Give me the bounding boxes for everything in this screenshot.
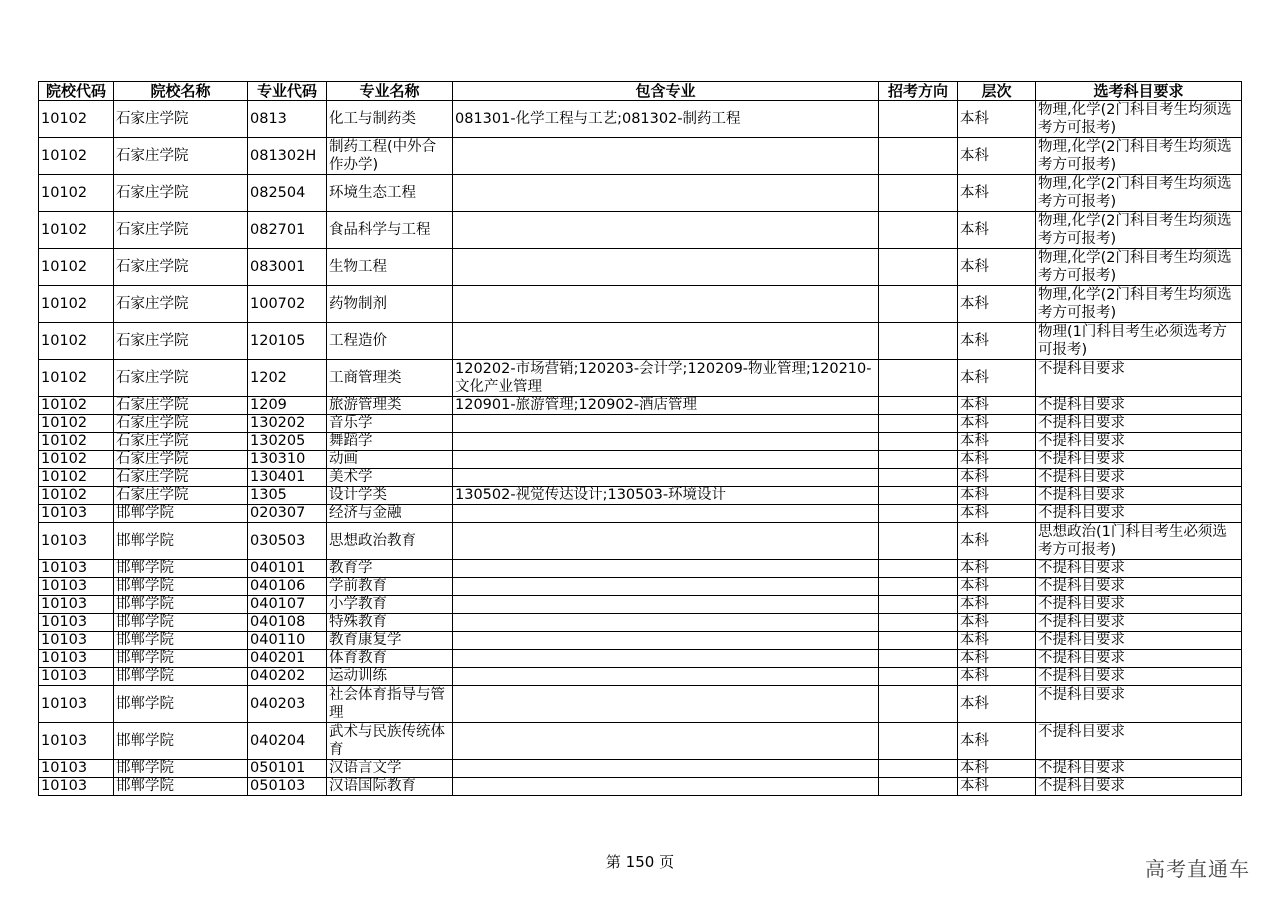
cell-major-name: 体育教育 bbox=[327, 650, 453, 668]
cell-major-name: 特殊教育 bbox=[327, 614, 453, 632]
cell-subject-requirements: 不提科目要求 bbox=[1036, 415, 1242, 433]
cell-school-code: 10102 bbox=[39, 487, 114, 505]
cell-major-name: 设计学类 bbox=[327, 487, 453, 505]
table-row bbox=[39, 469, 1242, 487]
cell-level: 本科 bbox=[958, 760, 1036, 778]
cell-level: 本科 bbox=[958, 668, 1036, 686]
cell-major-code: 1209 bbox=[248, 397, 327, 415]
table-row bbox=[39, 596, 1242, 614]
table-row bbox=[39, 323, 1242, 360]
watermark: 高考直通车 bbox=[1145, 857, 1250, 881]
cell-included-majors bbox=[453, 596, 879, 614]
cell-major-code: 081302H bbox=[248, 138, 327, 175]
cell-major-code: 083001 bbox=[248, 249, 327, 286]
cell-subject-requirements: 不提科目要求 bbox=[1036, 451, 1242, 469]
cell-level: 本科 bbox=[958, 323, 1036, 360]
cell-school-code: 10102 bbox=[39, 101, 114, 138]
cell-level: 本科 bbox=[958, 212, 1036, 249]
table-row bbox=[39, 138, 1242, 175]
cell-major-name: 武术与民族传统体育 bbox=[327, 723, 453, 760]
cell-major-code: 040204 bbox=[248, 723, 327, 760]
cell-school-code: 10102 bbox=[39, 138, 114, 175]
cell-school-code: 10103 bbox=[39, 778, 114, 796]
cell-subject-requirements: 不提科目要求 bbox=[1036, 596, 1242, 614]
table-row bbox=[39, 360, 1242, 397]
cell-subject-requirements: 不提科目要求 bbox=[1036, 632, 1242, 650]
cell-school-name: 邯郸学院 bbox=[114, 523, 248, 560]
table-row bbox=[39, 668, 1242, 686]
cell-school-code: 10102 bbox=[39, 286, 114, 323]
cell-school-code: 10103 bbox=[39, 668, 114, 686]
cell-school-code: 10103 bbox=[39, 505, 114, 523]
cell-school-name: 石家庄学院 bbox=[114, 415, 248, 433]
cell-included-majors bbox=[453, 614, 879, 632]
cell-major-code: 040106 bbox=[248, 578, 327, 596]
cell-included-majors bbox=[453, 249, 879, 286]
cell-school-code: 10103 bbox=[39, 560, 114, 578]
cell-direction bbox=[879, 632, 958, 650]
cell-direction bbox=[879, 451, 958, 469]
cell-school-code: 10102 bbox=[39, 360, 114, 397]
cell-major-name: 食品科学与工程 bbox=[327, 212, 453, 249]
cell-school-name: 石家庄学院 bbox=[114, 249, 248, 286]
cell-level: 本科 bbox=[958, 650, 1036, 668]
cell-direction bbox=[879, 286, 958, 323]
cell-level: 本科 bbox=[958, 686, 1036, 723]
cell-school-code: 10103 bbox=[39, 723, 114, 760]
cell-included-majors: 120202-市场营销;120203-会计学;120209-物业管理;120210-文化产业管理 bbox=[453, 360, 879, 397]
table-row bbox=[39, 101, 1242, 138]
cell-school-code: 10102 bbox=[39, 212, 114, 249]
cell-school-code: 10102 bbox=[39, 433, 114, 451]
cell-school-name: 邯郸学院 bbox=[114, 596, 248, 614]
cell-subject-requirements: 物理,化学(2门科目考生均须选考方可报考) bbox=[1036, 101, 1242, 138]
cell-level: 本科 bbox=[958, 632, 1036, 650]
cell-level: 本科 bbox=[958, 138, 1036, 175]
cell-major-code: 082504 bbox=[248, 175, 327, 212]
cell-direction bbox=[879, 650, 958, 668]
cell-subject-requirements: 物理,化学(2门科目考生均须选考方可报考) bbox=[1036, 286, 1242, 323]
cell-direction bbox=[879, 138, 958, 175]
cell-included-majors: 120901-旅游管理;120902-酒店管理 bbox=[453, 397, 879, 415]
cell-included-majors bbox=[453, 451, 879, 469]
cell-direction bbox=[879, 360, 958, 397]
table-row bbox=[39, 723, 1242, 760]
cell-included-majors bbox=[453, 523, 879, 560]
cell-subject-requirements: 不提科目要求 bbox=[1036, 760, 1242, 778]
cell-school-code: 10103 bbox=[39, 686, 114, 723]
cell-included-majors bbox=[453, 212, 879, 249]
cell-level: 本科 bbox=[958, 723, 1036, 760]
cell-included-majors bbox=[453, 668, 879, 686]
cell-school-name: 石家庄学院 bbox=[114, 469, 248, 487]
cell-school-code: 10103 bbox=[39, 523, 114, 560]
cell-school-code: 10102 bbox=[39, 249, 114, 286]
cell-direction bbox=[879, 578, 958, 596]
cell-major-code: 040108 bbox=[248, 614, 327, 632]
cell-major-name: 教育学 bbox=[327, 560, 453, 578]
table-row bbox=[39, 686, 1242, 723]
cell-school-name: 石家庄学院 bbox=[114, 487, 248, 505]
cell-included-majors bbox=[453, 778, 879, 796]
cell-subject-requirements: 不提科目要求 bbox=[1036, 397, 1242, 415]
cell-direction bbox=[879, 560, 958, 578]
cell-direction bbox=[879, 505, 958, 523]
cell-included-majors bbox=[453, 560, 879, 578]
cell-level: 本科 bbox=[958, 778, 1036, 796]
cell-school-code: 10103 bbox=[39, 632, 114, 650]
cell-level: 本科 bbox=[958, 451, 1036, 469]
cell-included-majors bbox=[453, 578, 879, 596]
cell-included-majors bbox=[453, 175, 879, 212]
cell-subject-requirements: 物理,化学(2门科目考生均须选考方可报考) bbox=[1036, 175, 1242, 212]
cell-major-code: 100702 bbox=[248, 286, 327, 323]
cell-direction bbox=[879, 686, 958, 723]
cell-level: 本科 bbox=[958, 560, 1036, 578]
cell-school-code: 10103 bbox=[39, 650, 114, 668]
cell-school-name: 石家庄学院 bbox=[114, 212, 248, 249]
cell-school-code: 10103 bbox=[39, 578, 114, 596]
cell-subject-requirements: 物理,化学(2门科目考生均须选考方可报考) bbox=[1036, 249, 1242, 286]
cell-school-name: 邯郸学院 bbox=[114, 505, 248, 523]
cell-school-name: 石家庄学院 bbox=[114, 138, 248, 175]
cell-level: 本科 bbox=[958, 596, 1036, 614]
cell-school-name: 邯郸学院 bbox=[114, 723, 248, 760]
cell-major-code: 1305 bbox=[248, 487, 327, 505]
cell-school-name: 邯郸学院 bbox=[114, 668, 248, 686]
cell-included-majors bbox=[453, 650, 879, 668]
cell-level: 本科 bbox=[958, 360, 1036, 397]
table-row bbox=[39, 397, 1242, 415]
cell-major-name: 化工与制药类 bbox=[327, 101, 453, 138]
cell-direction bbox=[879, 614, 958, 632]
cell-level: 本科 bbox=[958, 101, 1036, 138]
cell-direction bbox=[879, 723, 958, 760]
cell-subject-requirements: 不提科目要求 bbox=[1036, 668, 1242, 686]
cell-major-name: 小学教育 bbox=[327, 596, 453, 614]
cell-school-name: 邯郸学院 bbox=[114, 650, 248, 668]
cell-major-name: 环境生态工程 bbox=[327, 175, 453, 212]
cell-included-majors bbox=[453, 415, 879, 433]
cell-major-code: 040110 bbox=[248, 632, 327, 650]
cell-direction bbox=[879, 397, 958, 415]
table-body bbox=[39, 101, 1242, 796]
cell-direction bbox=[879, 433, 958, 451]
cell-school-code: 10103 bbox=[39, 760, 114, 778]
cell-major-name: 经济与金融 bbox=[327, 505, 453, 523]
cell-major-code: 130205 bbox=[248, 433, 327, 451]
cell-school-name: 石家庄学院 bbox=[114, 286, 248, 323]
cell-major-code: 130310 bbox=[248, 451, 327, 469]
cell-direction bbox=[879, 101, 958, 138]
cell-major-name: 舞蹈学 bbox=[327, 433, 453, 451]
enrollment-table bbox=[38, 81, 1242, 796]
cell-subject-requirements: 物理(1门科目考生必须选考方可报考) bbox=[1036, 323, 1242, 360]
cell-included-majors bbox=[453, 760, 879, 778]
cell-level: 本科 bbox=[958, 505, 1036, 523]
cell-major-code: 020307 bbox=[248, 505, 327, 523]
table-row bbox=[39, 286, 1242, 323]
cell-school-name: 邯郸学院 bbox=[114, 632, 248, 650]
cell-major-code: 040203 bbox=[248, 686, 327, 723]
cell-subject-requirements: 不提科目要求 bbox=[1036, 686, 1242, 723]
header-included-majors: 包含专业 bbox=[453, 82, 879, 101]
cell-school-name: 邯郸学院 bbox=[114, 614, 248, 632]
cell-level: 本科 bbox=[958, 415, 1036, 433]
cell-level: 本科 bbox=[958, 433, 1036, 451]
cell-major-code: 082701 bbox=[248, 212, 327, 249]
cell-subject-requirements: 不提科目要求 bbox=[1036, 723, 1242, 760]
cell-level: 本科 bbox=[958, 487, 1036, 505]
cell-school-code: 10103 bbox=[39, 614, 114, 632]
cell-major-code: 040202 bbox=[248, 668, 327, 686]
cell-major-code: 040101 bbox=[248, 560, 327, 578]
cell-major-name: 旅游管理类 bbox=[327, 397, 453, 415]
header-subject-requirements: 选考科目要求 bbox=[1036, 82, 1242, 101]
cell-school-code: 10102 bbox=[39, 323, 114, 360]
header-school-name: 院校名称 bbox=[114, 82, 248, 101]
table-row bbox=[39, 760, 1242, 778]
cell-subject-requirements: 不提科目要求 bbox=[1036, 578, 1242, 596]
cell-subject-requirements: 不提科目要求 bbox=[1036, 614, 1242, 632]
cell-school-name: 邯郸学院 bbox=[114, 560, 248, 578]
cell-school-name: 石家庄学院 bbox=[114, 323, 248, 360]
cell-school-code: 10102 bbox=[39, 469, 114, 487]
cell-school-name: 石家庄学院 bbox=[114, 451, 248, 469]
cell-level: 本科 bbox=[958, 469, 1036, 487]
cell-subject-requirements: 不提科目要求 bbox=[1036, 505, 1242, 523]
cell-level: 本科 bbox=[958, 286, 1036, 323]
cell-school-code: 10102 bbox=[39, 175, 114, 212]
cell-major-name: 生物工程 bbox=[327, 249, 453, 286]
table-row bbox=[39, 778, 1242, 796]
cell-direction bbox=[879, 249, 958, 286]
cell-level: 本科 bbox=[958, 175, 1036, 212]
cell-school-name: 邯郸学院 bbox=[114, 778, 248, 796]
cell-school-code: 10102 bbox=[39, 397, 114, 415]
cell-subject-requirements: 不提科目要求 bbox=[1036, 778, 1242, 796]
table-row bbox=[39, 433, 1242, 451]
cell-school-name: 石家庄学院 bbox=[114, 360, 248, 397]
cell-included-majors bbox=[453, 138, 879, 175]
table-row bbox=[39, 249, 1242, 286]
table-row bbox=[39, 632, 1242, 650]
header-level: 层次 bbox=[958, 82, 1036, 101]
cell-major-name: 社会体育指导与管理 bbox=[327, 686, 453, 723]
cell-school-code: 10102 bbox=[39, 451, 114, 469]
cell-level: 本科 bbox=[958, 614, 1036, 632]
cell-included-majors bbox=[453, 469, 879, 487]
cell-major-code: 050101 bbox=[248, 760, 327, 778]
cell-major-name: 制药工程(中外合作办学) bbox=[327, 138, 453, 175]
cell-major-name: 美术学 bbox=[327, 469, 453, 487]
cell-included-majors bbox=[453, 433, 879, 451]
cell-level: 本科 bbox=[958, 397, 1036, 415]
cell-major-code: 130202 bbox=[248, 415, 327, 433]
cell-major-name: 汉语言文学 bbox=[327, 760, 453, 778]
table-row bbox=[39, 578, 1242, 596]
cell-school-name: 石家庄学院 bbox=[114, 101, 248, 138]
cell-direction bbox=[879, 175, 958, 212]
cell-level: 本科 bbox=[958, 523, 1036, 560]
table-row bbox=[39, 487, 1242, 505]
table-row bbox=[39, 560, 1242, 578]
cell-major-code: 050103 bbox=[248, 778, 327, 796]
cell-direction bbox=[879, 212, 958, 249]
cell-subject-requirements: 物理,化学(2门科目考生均须选考方可报考) bbox=[1036, 138, 1242, 175]
table-row bbox=[39, 523, 1242, 560]
cell-subject-requirements: 不提科目要求 bbox=[1036, 650, 1242, 668]
cell-major-name: 工程造价 bbox=[327, 323, 453, 360]
cell-major-code: 1202 bbox=[248, 360, 327, 397]
cell-subject-requirements: 不提科目要求 bbox=[1036, 487, 1242, 505]
cell-included-majors bbox=[453, 632, 879, 650]
cell-subject-requirements: 不提科目要求 bbox=[1036, 469, 1242, 487]
header-direction: 招考方向 bbox=[879, 82, 958, 101]
cell-direction bbox=[879, 323, 958, 360]
cell-direction bbox=[879, 487, 958, 505]
cell-major-name: 音乐学 bbox=[327, 415, 453, 433]
cell-major-name: 汉语国际教育 bbox=[327, 778, 453, 796]
cell-direction bbox=[879, 523, 958, 560]
cell-included-majors bbox=[453, 286, 879, 323]
cell-direction bbox=[879, 596, 958, 614]
cell-major-name: 思想政治教育 bbox=[327, 523, 453, 560]
cell-major-name: 运动训练 bbox=[327, 668, 453, 686]
cell-included-majors: 081301-化学工程与工艺;081302-制药工程 bbox=[453, 101, 879, 138]
header-major-name: 专业名称 bbox=[327, 82, 453, 101]
cell-major-code: 0813 bbox=[248, 101, 327, 138]
cell-major-code: 040107 bbox=[248, 596, 327, 614]
header-school-code: 院校代码 bbox=[39, 82, 114, 101]
cell-direction bbox=[879, 760, 958, 778]
cell-direction bbox=[879, 415, 958, 433]
cell-included-majors bbox=[453, 323, 879, 360]
table-row bbox=[39, 650, 1242, 668]
cell-school-name: 石家庄学院 bbox=[114, 175, 248, 212]
cell-school-name: 邯郸学院 bbox=[114, 578, 248, 596]
cell-major-code: 030503 bbox=[248, 523, 327, 560]
cell-included-majors: 130502-视觉传达设计;130503-环境设计 bbox=[453, 487, 879, 505]
table-row bbox=[39, 505, 1242, 523]
table-header-row bbox=[39, 82, 1242, 101]
cell-level: 本科 bbox=[958, 249, 1036, 286]
cell-included-majors bbox=[453, 505, 879, 523]
cell-direction bbox=[879, 469, 958, 487]
page-number: 第 150 页 bbox=[605, 853, 675, 871]
cell-major-code: 120105 bbox=[248, 323, 327, 360]
cell-school-name: 石家庄学院 bbox=[114, 397, 248, 415]
cell-direction bbox=[879, 778, 958, 796]
cell-included-majors bbox=[453, 686, 879, 723]
cell-major-name: 学前教育 bbox=[327, 578, 453, 596]
cell-school-name: 邯郸学院 bbox=[114, 686, 248, 723]
cell-major-name: 动画 bbox=[327, 451, 453, 469]
cell-subject-requirements: 不提科目要求 bbox=[1036, 433, 1242, 451]
cell-school-name: 石家庄学院 bbox=[114, 433, 248, 451]
cell-major-name: 工商管理类 bbox=[327, 360, 453, 397]
cell-included-majors bbox=[453, 723, 879, 760]
cell-school-code: 10103 bbox=[39, 596, 114, 614]
table-row bbox=[39, 212, 1242, 249]
table-row bbox=[39, 451, 1242, 469]
cell-subject-requirements: 思想政治(1门科目考生必须选考方可报考) bbox=[1036, 523, 1242, 560]
header-major-code: 专业代码 bbox=[248, 82, 327, 101]
table-row bbox=[39, 415, 1242, 433]
cell-school-name: 邯郸学院 bbox=[114, 760, 248, 778]
cell-major-name: 教育康复学 bbox=[327, 632, 453, 650]
cell-subject-requirements: 不提科目要求 bbox=[1036, 560, 1242, 578]
cell-subject-requirements: 物理,化学(2门科目考生均须选考方可报考) bbox=[1036, 212, 1242, 249]
table-row bbox=[39, 614, 1242, 632]
cell-level: 本科 bbox=[958, 578, 1036, 596]
cell-school-code: 10102 bbox=[39, 415, 114, 433]
cell-subject-requirements: 不提科目要求 bbox=[1036, 360, 1242, 397]
cell-major-name: 药物制剂 bbox=[327, 286, 453, 323]
cell-major-code: 130401 bbox=[248, 469, 327, 487]
cell-direction bbox=[879, 668, 958, 686]
cell-major-code: 040201 bbox=[248, 650, 327, 668]
table-row bbox=[39, 175, 1242, 212]
